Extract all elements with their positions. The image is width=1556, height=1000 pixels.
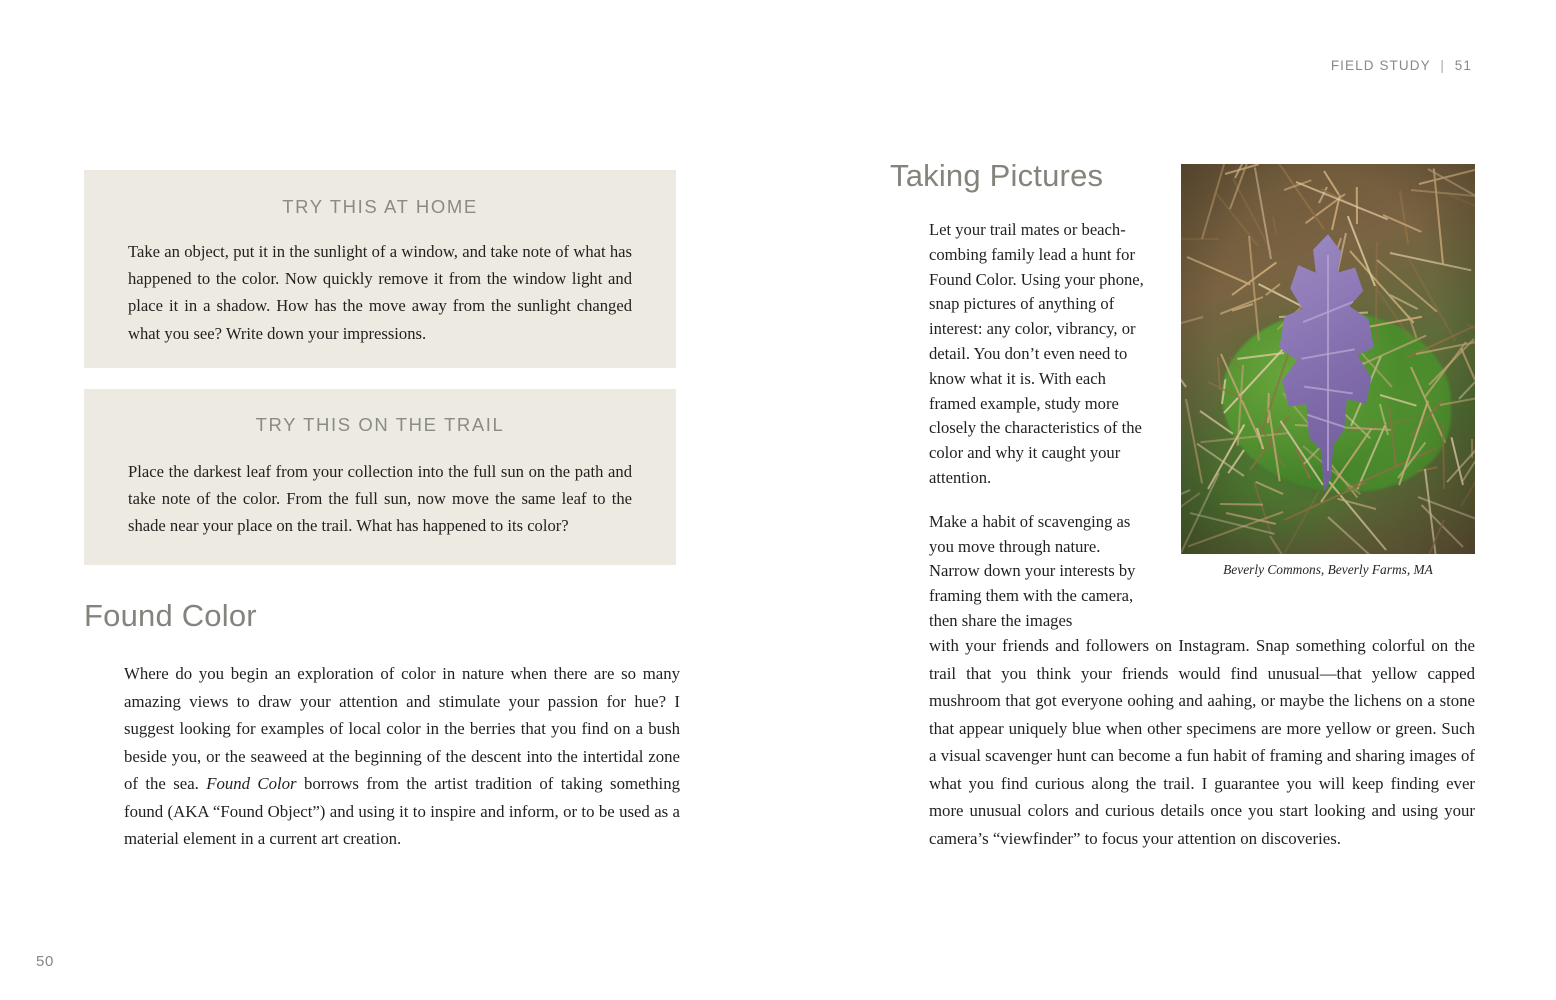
callout-title: TRY THIS AT HOME	[282, 196, 478, 217]
body-text-italic-term: Found Color	[206, 774, 297, 793]
callout-body: Place the darkest leaf from your collection into the full sun on the path and take note of the color. From the full sun, now move the same leaf to the shade near your place on the trail. What has happened to its color?	[128, 462, 632, 536]
callout-body: Take an object, put it in the sunlight of a window, and take note of what has happened to the color. Now quickly remove it from the window light and place it in a shadow. How has the move away from the sunlight changed what you see? Write down your impressions.	[128, 242, 632, 343]
section-heading-found-color: Found Color	[84, 598, 257, 633]
folio-page-number: 50	[36, 953, 54, 970]
callout-try-this-at-home	[84, 170, 676, 368]
body-text-part-1: Where do you begin an exploration of color in nature when there are so many amazing views to draw your attention and stimulate your passion for hue? I suggest looking for examples of local color in the berries that you find on a bush beside you, or the seaweed at the beginning of the descent into the intertidal zone of the sea.	[124, 664, 680, 793]
photo-vignette	[1181, 164, 1475, 554]
section-heading-taking-pictures: Taking Pictures	[890, 158, 1104, 193]
found-color-body-text	[124, 660, 680, 853]
running-head-separator: |	[1440, 58, 1445, 73]
right-page	[778, 0, 1556, 1000]
purple-leaf-photograph	[1181, 164, 1475, 554]
narrow-text-column	[929, 218, 1145, 634]
callout-try-this-on-the-trail	[84, 389, 676, 565]
paragraph: Let your trail mates or beach-combing family lead a hunt for Found Color. Using your phone, snap pictures of anything of interest: any color, vibrancy, or detail. You don’t even need to know what it is. With each framed example, study more closely the characteristics of the color and why it caught your attention.	[929, 220, 1144, 487]
running-head-page-number: 51	[1454, 58, 1472, 73]
photo-caption: Beverly Commons, Beverly Farms, MA	[1223, 562, 1433, 577]
paragraph: Make a habit of scavenging as you move through nature. Narrow down your interests by framing them with the camera, then share the images	[929, 511, 1136, 630]
running-head-label: FIELD STUDY	[1330, 58, 1431, 73]
full-width-body-text: with your friends and followers on Instagram. Snap something colorful on the trail that you think your friends would find unusual—that yellow capped mushroom that got everyone oohing and aahing, or maybe the lichens on a stone that appear uniquely blue when other specimens are more yellow or green. Such a visual scavenger hunt can become a fun habit of framing and sharing images of what you find curious along the trail. I guarantee you will keep finding ever more unusual colors and curious details once you start looking and using your camera’s “viewfinder” to focus your attention on discoveries.	[929, 636, 1475, 848]
body-text-part-2: borrows from the artist tradition of taking something found (AKA “Found Object”) and using it to inspire and inform, or to be used as a material element in a current art creation.	[124, 774, 680, 848]
callout-title: TRY THIS ON THE TRAIL	[255, 414, 505, 435]
